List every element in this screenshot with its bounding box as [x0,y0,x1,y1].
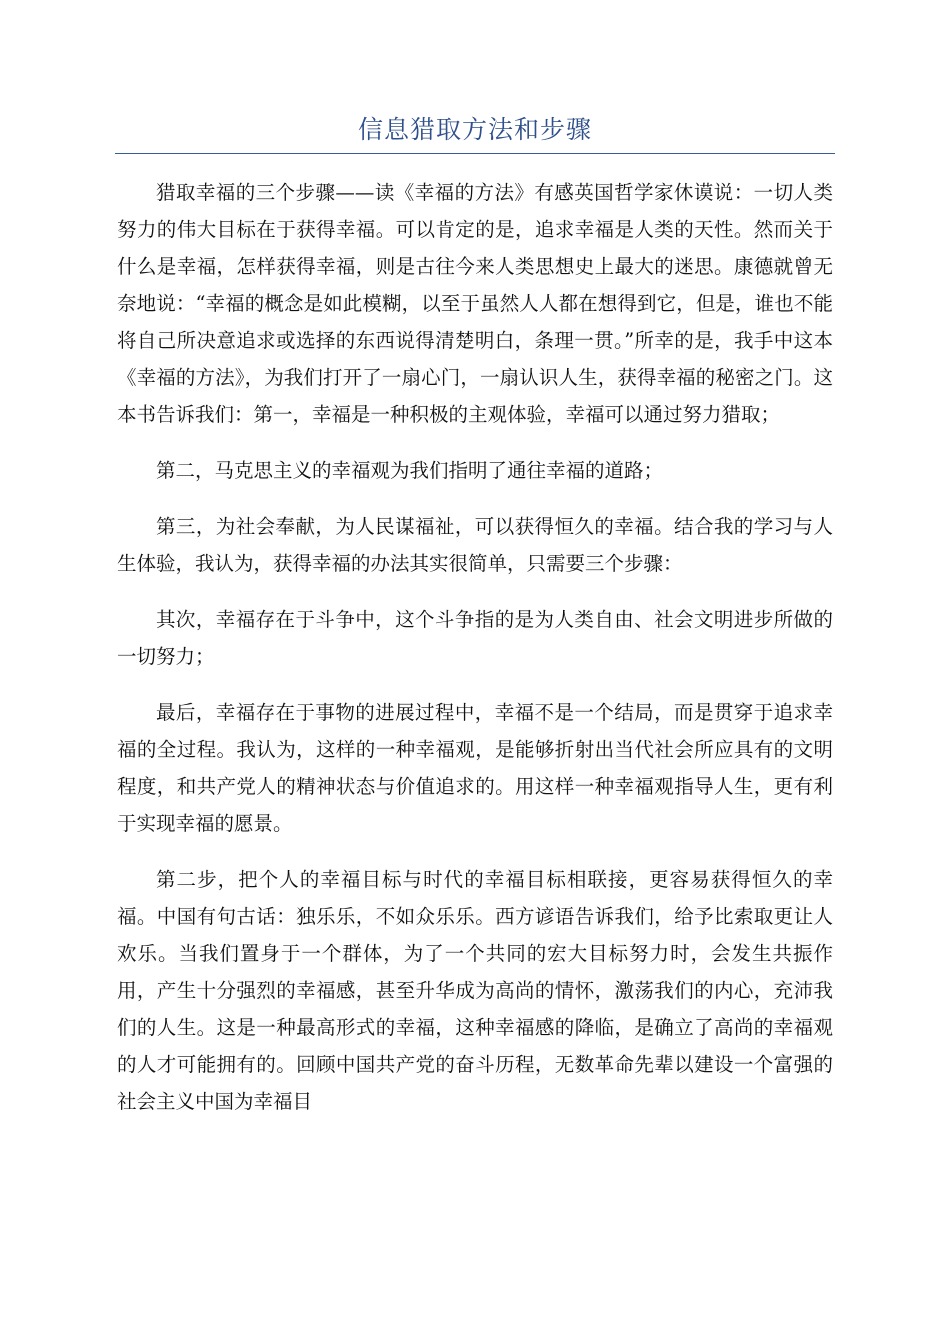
title-underline [115,153,835,154]
paragraph-2: 第二，马克思主义的幸福观为我们指明了通往幸福的道路； [156,459,664,482]
document-title: 信息猎取方法和步骤 [357,115,592,144]
document-body [117,174,833,1139]
paragraph-3: 第三，为社会奉献，为人民谋福祉，可以获得恒久的幸福。结合我的学习与人生体验，我认为，获得幸福的办法其实很简单，只需要三个步骤： [117,515,833,575]
paragraph-4: 其次，幸福存在于斗争中，这个斗争指的是为人类自由、社会文明进步所做的一切努力； [117,608,833,668]
paragraph-6: 第二步，把个人的幸福目标与时代的幸福目标相联接，更容易获得恒久的幸福。中国有句古话：独乐乐，不如众乐乐。西方谚语告诉我们，给予比索取更让人欢乐。当我们置身于一个群体，为了一个共同的宏大目标努力时，会发生共振作用，产生十分强烈的幸福感，甚至升华成为高尚的情怀，激荡我们的内心，充沛我们的人生。这是一种最高形式的幸福，这种幸福感的降临，是确立了高尚的幸福观的人才可能拥有的。回顾中国共产党的奋斗历程，无数革命先辈以建设一个富强的社会主义中国为幸福目 [117,868,833,1113]
paragraph-5: 最后，幸福存在于事物的进展过程中，幸福不是一个结局，而是贯穿于追求幸福的全过程。我认为，这样的一种幸福观，是能够折射出当代社会所应具有的文明程度，和共产党人的精神状态与价值追求的。用这样一种幸福观指导人生，更有利于实现幸福的愿景。 [117,701,833,835]
paragraph-1: 猎取幸福的三个步骤——读《幸福的方法》有感英国哲学家休谟说：一切人类努力的伟大目标在于获得幸福。可以肯定的是，追求幸福是人类的天性。然而关于什么是幸福，怎样获得幸福，则是古往今来人类思想史上最大的迷思。康德就曾无奈地说：“幸福的概念是如此模糊，以至于虽然人人都在想得到它，但是，谁也不能将自己所决意追求或选择的东西说得清楚明白，条理一贯。”所幸的是，我手中这本《幸福的方法》，为我们打开了一扇心门，一扇认识人生，获得幸福的秘密之门。这本书告诉我们：第一，幸福是一种积极的主观体验，幸福可以通过努力猎取； [117,181,833,426]
